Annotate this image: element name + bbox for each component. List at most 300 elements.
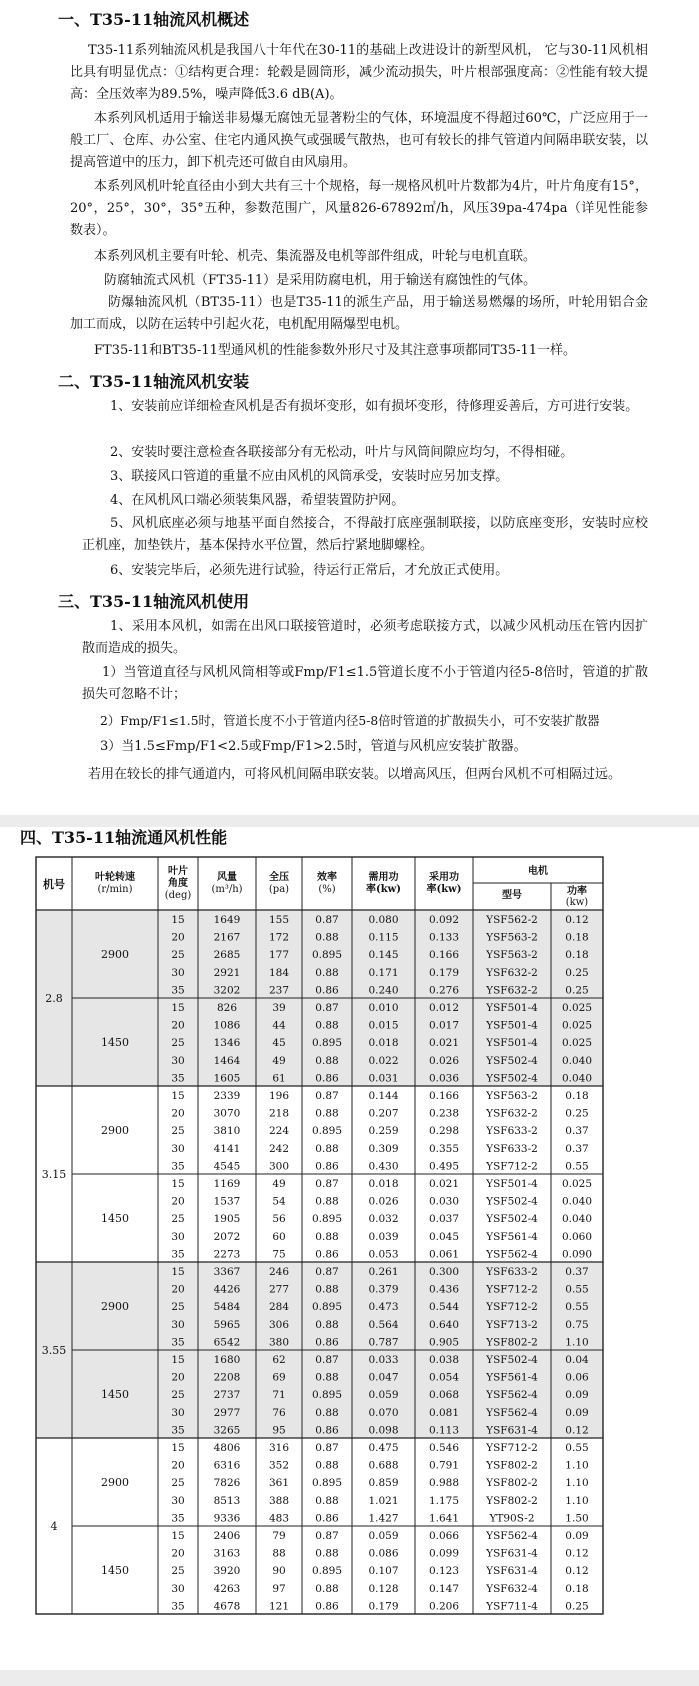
table-cell: 25: [171, 1037, 185, 1050]
table-cell: 0.640: [428, 1318, 460, 1331]
table-cell: 0.068: [428, 1389, 460, 1402]
table-cell: 0.031: [368, 1072, 399, 1085]
table-cell: 1680: [213, 1354, 241, 1366]
table-cell: 0.86: [315, 1512, 339, 1525]
table-cell: 0.430: [368, 1160, 399, 1173]
table-cell: 0.166: [428, 1090, 460, 1102]
table-cell: 25: [171, 1213, 185, 1226]
paragraph: 防爆轴流风机（BT35-11）也是T35-11的派生产品，用于输送易燃爆的场所，叶轮用铝合金加工而成，以防在运转中引起火花，电机配用隔爆型电机。: [70, 295, 648, 332]
header-flow-unit: (m³/h): [211, 884, 243, 895]
table-cell: 15: [171, 914, 185, 926]
table-cell: 60: [272, 1230, 286, 1243]
table-cell: 9336: [213, 1512, 241, 1525]
header-used-power: 率(kw): [426, 884, 462, 895]
table-cell: 2685: [213, 949, 241, 962]
table-cell: 0.021: [428, 1037, 460, 1050]
table-cell: 246: [268, 1266, 290, 1278]
table-cell: 1649: [213, 914, 241, 926]
table-cell: 25: [171, 1389, 185, 1402]
header-speed-unit: (r/min): [97, 884, 133, 895]
table-cell: 0.033: [368, 1354, 399, 1366]
table-cell: 0.045: [428, 1230, 460, 1243]
table-cell: 0.87: [315, 914, 339, 926]
table-cell: 483: [268, 1512, 290, 1525]
table-cell: 0.55: [565, 1283, 589, 1296]
table-cell: 0.12: [565, 1547, 589, 1560]
table-cell: 0.895: [311, 1301, 343, 1314]
paragraph: 若用在较长的排气通道内，可将风机间隔串联安装。以增高风压，但两台风机不可相隔过远。: [88, 767, 622, 782]
table-cell: 155: [268, 914, 290, 926]
table-cell: 97: [272, 1582, 286, 1595]
table-cell: 0.87: [315, 1090, 339, 1102]
table-cell: YSF502-4: [486, 1213, 538, 1226]
table-cell: 0.88: [315, 1371, 339, 1384]
section-1-title: 一、T35-11轴流风机概述: [58, 10, 250, 29]
table-cell: 30: [171, 1142, 185, 1155]
table-cell: 49: [272, 1054, 286, 1067]
table-cell: 0.379: [368, 1283, 399, 1296]
table-cell: 88: [272, 1547, 286, 1560]
header-angle: 角度: [168, 878, 188, 889]
table-cell: YSF502-4: [486, 1072, 538, 1085]
table-cell: 0.55: [565, 1301, 589, 1314]
speed-cell: 1450: [101, 1564, 129, 1577]
table-cell: YSF563-2: [486, 1090, 538, 1102]
table-cell: 25: [171, 1477, 185, 1490]
table-cell: YSF631-4: [486, 1547, 538, 1560]
table-cell: 0.895: [311, 1565, 343, 1578]
header-pressure: 全压: [269, 872, 289, 883]
section-4-title: 四、T35-11轴流通风机性能: [20, 828, 228, 847]
table-cell: 284: [268, 1301, 290, 1314]
table-cell: 2406: [213, 1530, 241, 1542]
table-cell: 4426: [213, 1283, 241, 1296]
table-cell: 0.115: [368, 931, 399, 944]
table-cell: 0.895: [311, 1477, 343, 1490]
table-cell: 1464: [213, 1054, 241, 1067]
table-cell: 242: [268, 1142, 290, 1155]
table-cell: 20: [171, 1107, 185, 1120]
table-cell: YSF632-2: [486, 984, 538, 997]
table-cell: 30: [171, 966, 185, 979]
table-cell: 35: [171, 1600, 185, 1613]
table-cell: 0.06: [565, 1371, 589, 1384]
table-cell: 0.895: [311, 1389, 343, 1402]
table-cell: 0.133: [428, 931, 460, 944]
table-cell: 1346: [213, 1037, 241, 1050]
table-cell: 0.113: [428, 1424, 460, 1437]
table-cell: 0.025: [561, 1178, 593, 1190]
paragraph: 2）Fmp/F1≤1.5时，管道长度不小于管道内径5-8倍时管道的扩散损失小，可不安装扩散器: [100, 714, 600, 728]
table-cell: 54: [272, 1195, 286, 1208]
table-cell: 0.25: [565, 984, 589, 997]
table-cell: 35: [171, 1072, 185, 1085]
table-cell: 0.147: [428, 1582, 460, 1595]
table-cell: 0.495: [428, 1160, 460, 1173]
table-cell: 0.171: [368, 966, 399, 979]
table-cell: 79: [272, 1530, 286, 1542]
table-cell: 0.88: [315, 1230, 339, 1243]
table-cell: 0.054: [428, 1371, 460, 1384]
table-cell: 30: [171, 1582, 185, 1595]
table-cell: 0.86: [315, 1160, 339, 1173]
header-need-power: 需用功: [368, 872, 399, 883]
table-cell: 0.88: [315, 1054, 339, 1067]
table-cell: 3920: [213, 1565, 241, 1578]
table-cell: 0.88: [315, 1406, 339, 1419]
header-angle: 叶片: [168, 866, 188, 877]
table-cell: 0.010: [368, 1002, 399, 1014]
table-cell: 35: [171, 1336, 185, 1349]
table-cell: 5484: [213, 1301, 241, 1314]
table-cell: YSF802-2: [486, 1336, 538, 1349]
table-cell: 15: [171, 1002, 185, 1014]
table-cell: 0.475: [368, 1442, 399, 1454]
table-cell: 0.092: [428, 914, 460, 926]
paragraph: 本系列风机主要有叶轮、机壳、集流器及电机等部件组成，叶轮与电机直联。: [94, 249, 537, 264]
table-cell: 20: [171, 1019, 185, 1032]
table-cell: 0.86: [315, 1336, 339, 1349]
table-cell: 95: [272, 1424, 286, 1437]
table-cell: YSF502-4: [486, 1195, 538, 1208]
table-cell: 75: [272, 1248, 286, 1261]
table-cell: 0.86: [315, 1248, 339, 1261]
model-number-cell: 3.55: [41, 1344, 67, 1357]
table-cell: YSF501-4: [486, 1178, 538, 1190]
table-cell: 15: [171, 1178, 185, 1190]
table-cell: 45: [272, 1037, 286, 1050]
paragraph: 4、在风机风口端必须装集风器，希望装置防护网。: [110, 493, 405, 508]
table-cell: 0.12: [565, 914, 589, 926]
speed-cell: 2900: [101, 948, 129, 961]
table-cell: 3163: [213, 1547, 241, 1560]
table-cell: 0.86: [315, 984, 339, 997]
header-motor: 电机: [528, 866, 548, 877]
table-cell: 35: [171, 1424, 185, 1437]
table-cell: 25: [171, 1125, 185, 1138]
table-cell: 30: [171, 1054, 185, 1067]
table-cell: 0.37: [565, 1142, 589, 1155]
table-cell: 0.207: [368, 1107, 399, 1120]
table-cell: 0.300: [428, 1266, 460, 1278]
paragraph: 1、安装前应详细检查风机是否有损坏变形，如有损坏变形，待修理妥善后，方可进行安装。: [110, 399, 639, 414]
table-cell: 20: [171, 1547, 185, 1560]
table-cell: 0.038: [428, 1354, 460, 1366]
table-cell: YSF632-2: [486, 966, 538, 979]
table-cell: 0.066: [428, 1530, 460, 1542]
table-cell: 0.564: [368, 1318, 399, 1331]
model-number-cell: 4: [50, 1520, 58, 1533]
table-cell: 0.895: [311, 1037, 343, 1050]
table-cell: YT90S-2: [489, 1512, 535, 1525]
table-cell: YSF631-4: [486, 1424, 538, 1437]
table-cell: 0.04: [565, 1354, 589, 1366]
table-cell: 0.87: [315, 1266, 339, 1278]
table-cell: 0.87: [315, 1530, 339, 1542]
paragraph: 1）当管道直径与风机风筒相等或Fmp/F1≤1.5管道长度不小于管道内径5-8倍时，管道的扩散损失可忽略不计；: [82, 665, 648, 702]
table-cell: 2977: [213, 1406, 241, 1419]
header-motor-power-unit: (kw): [565, 897, 589, 908]
table-cell: 8513: [213, 1494, 241, 1507]
table-cell: 3202: [213, 984, 241, 997]
table-cell: 0.355: [428, 1142, 460, 1155]
speed-cell: 1450: [101, 1212, 129, 1225]
table-cell: 0.081: [428, 1406, 460, 1419]
table-cell: 0.859: [368, 1477, 399, 1490]
table-cell: 0.128: [368, 1582, 399, 1595]
table-cell: 0.025: [561, 1037, 593, 1050]
model-number-cell: 3.15: [41, 1168, 67, 1181]
table-cell: 35: [171, 984, 185, 997]
table-cell: 25: [171, 1301, 185, 1314]
paragraph: 6、安装完毕后，必须先进行试验，待运行正常后，才允放正式使用。: [110, 563, 509, 578]
table-cell: 0.123: [428, 1565, 460, 1578]
table-cell: 71: [272, 1389, 286, 1402]
table-cell: 4141: [213, 1142, 241, 1155]
table-cell: 0.88: [315, 966, 339, 979]
table-cell: 0.18: [565, 949, 589, 962]
table-cell: 0.025: [561, 1002, 593, 1014]
table-cell: 0.18: [565, 1582, 589, 1595]
table-cell: 35: [171, 1512, 185, 1525]
table-cell: 0.88: [315, 1318, 339, 1331]
paragraph: 3）当1.5≤Fmp/F1<2.5或Fmp/F1>2.5时，管道与风机应安装扩散器。: [100, 739, 527, 754]
table-cell: 277: [268, 1283, 290, 1296]
header-flow: 风量: [217, 872, 237, 883]
table-cell: 0.88: [315, 1019, 339, 1032]
table-cell: 0.25: [565, 1107, 589, 1120]
table-cell: 0.88: [315, 1195, 339, 1208]
table-cell: 20: [171, 1195, 185, 1208]
paragraph: 2、安装时要注意检查各联接部分有无松动，叶片与风筒间隙应均匀，不得相碰。: [110, 445, 574, 460]
table-cell: 0.032: [368, 1213, 399, 1226]
table-cell: 0.88: [315, 1582, 339, 1595]
table-cell: 15: [171, 1442, 185, 1454]
table-cell: YSF631-4: [486, 1565, 538, 1578]
paragraph: 本系列风机适用于输送非易爆无腐蚀无显著粉尘的气体，环境温度不得超过60℃，广泛应用于一般工厂、仓库、办公室、住宅内通风换气或强暖气散热，也可有较长的排气管道内间隔串联安装，以提高管道中的压力，卸下机壳还可做自由风扇用。: [70, 111, 648, 170]
table-cell: 121: [268, 1600, 290, 1613]
table-cell: 0.059: [368, 1530, 399, 1542]
table-cell: 0.688: [368, 1459, 399, 1472]
table-cell: 0.86: [315, 1424, 339, 1437]
table-cell: 0.021: [428, 1178, 460, 1190]
table-cell: 0.061: [428, 1248, 460, 1261]
table-cell: 20: [171, 1459, 185, 1472]
table-cell: 0.240: [368, 984, 399, 997]
table-cell: 0.88: [315, 1107, 339, 1120]
table-cell: 0.080: [368, 914, 399, 926]
table-cell: 1.641: [428, 1512, 460, 1525]
table-cell: YSF712-2: [486, 1442, 538, 1454]
table-cell: 1905: [213, 1213, 241, 1226]
table-cell: 1.175: [428, 1494, 460, 1507]
table-cell: 0.036: [428, 1072, 460, 1085]
table-cell: YSF562-4: [486, 1389, 538, 1402]
table-cell: 177: [268, 949, 290, 962]
table-cell: 6542: [213, 1336, 241, 1349]
table-cell: 35: [171, 1248, 185, 1261]
header-model: 机号: [43, 878, 65, 891]
table-cell: YSF632-4: [486, 1582, 538, 1595]
table-cell: 30: [171, 1494, 185, 1507]
table-cell: 0.25: [565, 1600, 589, 1613]
table-cell: 196: [268, 1090, 290, 1102]
table-cell: 0.037: [428, 1213, 460, 1226]
table-cell: 25: [171, 1565, 185, 1578]
section-3-title: 三、T35-11轴流风机使用: [58, 592, 250, 611]
table-cell: 0.166: [428, 949, 460, 962]
table-cell: 0.546: [428, 1442, 460, 1454]
table-cell: 0.87: [315, 1178, 339, 1190]
table-cell: YSF711-4: [486, 1600, 538, 1613]
table-cell: 0.37: [565, 1125, 589, 1138]
table-cell: 0.473: [368, 1301, 399, 1314]
table-cell: 15: [171, 1354, 185, 1366]
table-cell: 0.09: [565, 1406, 589, 1419]
table-cell: 25: [171, 949, 185, 962]
table-cell: 69: [272, 1371, 286, 1384]
bottom-divider: [0, 1670, 699, 1686]
table-cell: 352: [268, 1459, 290, 1472]
table-cell: YSF633-2: [486, 1266, 538, 1278]
table-cell: 0.090: [561, 1248, 593, 1261]
table-cell: 2737: [213, 1389, 241, 1402]
table-cell: YSF502-4: [486, 1354, 538, 1366]
table-cell: YSF633-2: [486, 1125, 538, 1138]
table-cell: 0.070: [368, 1406, 399, 1419]
table-cell: YSF632-2: [486, 1107, 538, 1120]
table-cell: YSF712-2: [486, 1160, 538, 1173]
table-cell: 3265: [213, 1424, 241, 1437]
table-cell: YSF562-4: [486, 1530, 538, 1542]
header-pressure-unit: (pa): [268, 884, 290, 895]
table-cell: 172: [268, 931, 290, 944]
table-cell: 0.87: [315, 1354, 339, 1366]
table-cell: YSF802-2: [486, 1459, 538, 1472]
table-cell: 2273: [213, 1248, 241, 1261]
paragraph: FT35-11和BT35-11型通风机的性能参数外形尺寸及其注意事项都同T35-11一样。: [94, 343, 577, 358]
header-motor-model: 型号: [502, 890, 522, 901]
table-cell: 0.025: [561, 1019, 593, 1032]
table-cell: YSF633-2: [486, 1142, 538, 1155]
table-cell: 6316: [213, 1459, 241, 1472]
table-cell: 826: [216, 1002, 238, 1014]
model-number-cell: 2.8: [45, 992, 63, 1005]
table-cell: 316: [268, 1442, 290, 1454]
table-cell: 0.55: [565, 1160, 589, 1173]
header-angle-unit: (deg): [164, 890, 192, 901]
table-cell: 0.09: [565, 1389, 589, 1402]
table-cell: 7826: [213, 1477, 241, 1490]
speed-cell: 2900: [101, 1124, 129, 1137]
paragraph: T35-11系列轴流风机是我国八十年代在30-11的基础上改进设计的新型风机， 它与30-11风机相比具有明显优点：①结构更合理：轮毂是圆筒形，减少流动损失，叶片根部强度高：②性能有较大提高：全压效率为89.5%，噪声降低3.6 dB(A)。: [70, 43, 648, 102]
table-cell: 3367: [213, 1266, 241, 1278]
table-cell: 15: [171, 1530, 185, 1542]
table-cell: 0.86: [315, 1072, 339, 1085]
table-cell: 1.10: [565, 1494, 589, 1507]
paragraph: 3、联接风口管道的重量不应由风机的风筒承受，安装时应另加支撑。: [110, 469, 509, 484]
table-cell: 300: [268, 1160, 290, 1173]
table-cell: 2167: [213, 931, 241, 944]
table-cell: 0.022: [368, 1054, 399, 1067]
table-cell: 76: [272, 1406, 286, 1419]
table-cell: 184: [268, 966, 290, 979]
table-cell: 62: [272, 1354, 286, 1366]
table-cell: 4678: [213, 1600, 241, 1613]
table-cell: 1086: [213, 1019, 241, 1032]
table-cell: 1605: [213, 1072, 241, 1085]
table-cell: 0.298: [428, 1125, 460, 1138]
table-cell: 0.107: [368, 1565, 399, 1578]
speed-cell: 2900: [101, 1300, 129, 1313]
table-cell: 0.88: [315, 1547, 339, 1560]
table-cell: 0.87: [315, 1442, 339, 1454]
table-cell: 0.12: [565, 1565, 589, 1578]
table-cell: 0.059: [368, 1389, 399, 1402]
table-cell: 0.018: [368, 1037, 399, 1050]
table-cell: 20: [171, 1283, 185, 1296]
table-cell: 0.017: [428, 1019, 460, 1032]
table-cell: 0.261: [368, 1266, 399, 1278]
table-cell: 44: [272, 1019, 286, 1032]
header-efficiency-unit: (%): [318, 884, 336, 895]
table-cell: 0.895: [311, 949, 343, 962]
table-cell: 0.75: [565, 1318, 589, 1331]
table-cell: 1.10: [565, 1336, 589, 1349]
table-cell: 0.544: [428, 1301, 460, 1314]
table-cell: 0.206: [428, 1600, 460, 1613]
header-used-power: 采用功: [429, 872, 459, 883]
speed-cell: 1450: [101, 1036, 129, 1049]
table-cell: 0.047: [368, 1371, 399, 1384]
table-cell: YSF502-4: [486, 1054, 538, 1067]
table-cell: 0.238: [428, 1107, 460, 1120]
header-efficiency: 效率: [317, 872, 337, 883]
table-cell: 380: [268, 1336, 290, 1349]
table-cell: YSF562-2: [486, 914, 538, 926]
table-cell: 0.030: [428, 1195, 460, 1208]
table-cell: 15: [171, 1090, 185, 1102]
table-cell: 2208: [213, 1371, 241, 1384]
table-cell: 0.259: [368, 1125, 399, 1138]
table-cell: 0.88: [315, 1142, 339, 1155]
speed-cell: 2900: [101, 1476, 129, 1489]
table-cell: YSF713-2: [486, 1318, 538, 1331]
table-cell: 0.09: [565, 1530, 589, 1542]
paragraph: 本系列风机叶轮直径由小到大共有三十个规格，每一规格风机叶片数都为4片，叶片角度有15°，20°，25°，30°，35°五种，参数范围广，风量826-67892㎥/h，风压39pa-474pa（详见性能参数表）。: [70, 179, 648, 238]
table-cell: 0.144: [368, 1090, 399, 1102]
table-cell: 4263: [213, 1582, 241, 1595]
table-cell: YSF561-4: [486, 1230, 538, 1243]
table-cell: 15: [171, 1266, 185, 1278]
table-cell: 0.018: [368, 1178, 399, 1190]
table-cell: YSF561-4: [486, 1371, 538, 1384]
table-cell: 0.88: [315, 1459, 339, 1472]
table-cell: YSF501-4: [486, 1002, 538, 1014]
table-cell: 2921: [213, 966, 241, 979]
table-cell: 1537: [213, 1195, 241, 1208]
table-cell: YSF802-2: [486, 1477, 538, 1490]
table-cell: 61: [272, 1072, 286, 1085]
table-cell: 1169: [213, 1178, 241, 1190]
table-cell: 1.10: [565, 1477, 589, 1490]
table-cell: 4545: [213, 1160, 241, 1173]
table-cell: 90: [272, 1565, 286, 1578]
table-cell: 2339: [213, 1090, 241, 1102]
paragraph: 5、风机底座必须与地基平面自然接合，不得敲打底座强制联接，以防底座变形，安装时应校正机座，加垫铁片，基本保持水平位置，然后拧紧地脚螺栓。: [82, 516, 648, 553]
table-cell: YSF563-2: [486, 949, 538, 962]
table-cell: YSF501-4: [486, 1037, 538, 1050]
